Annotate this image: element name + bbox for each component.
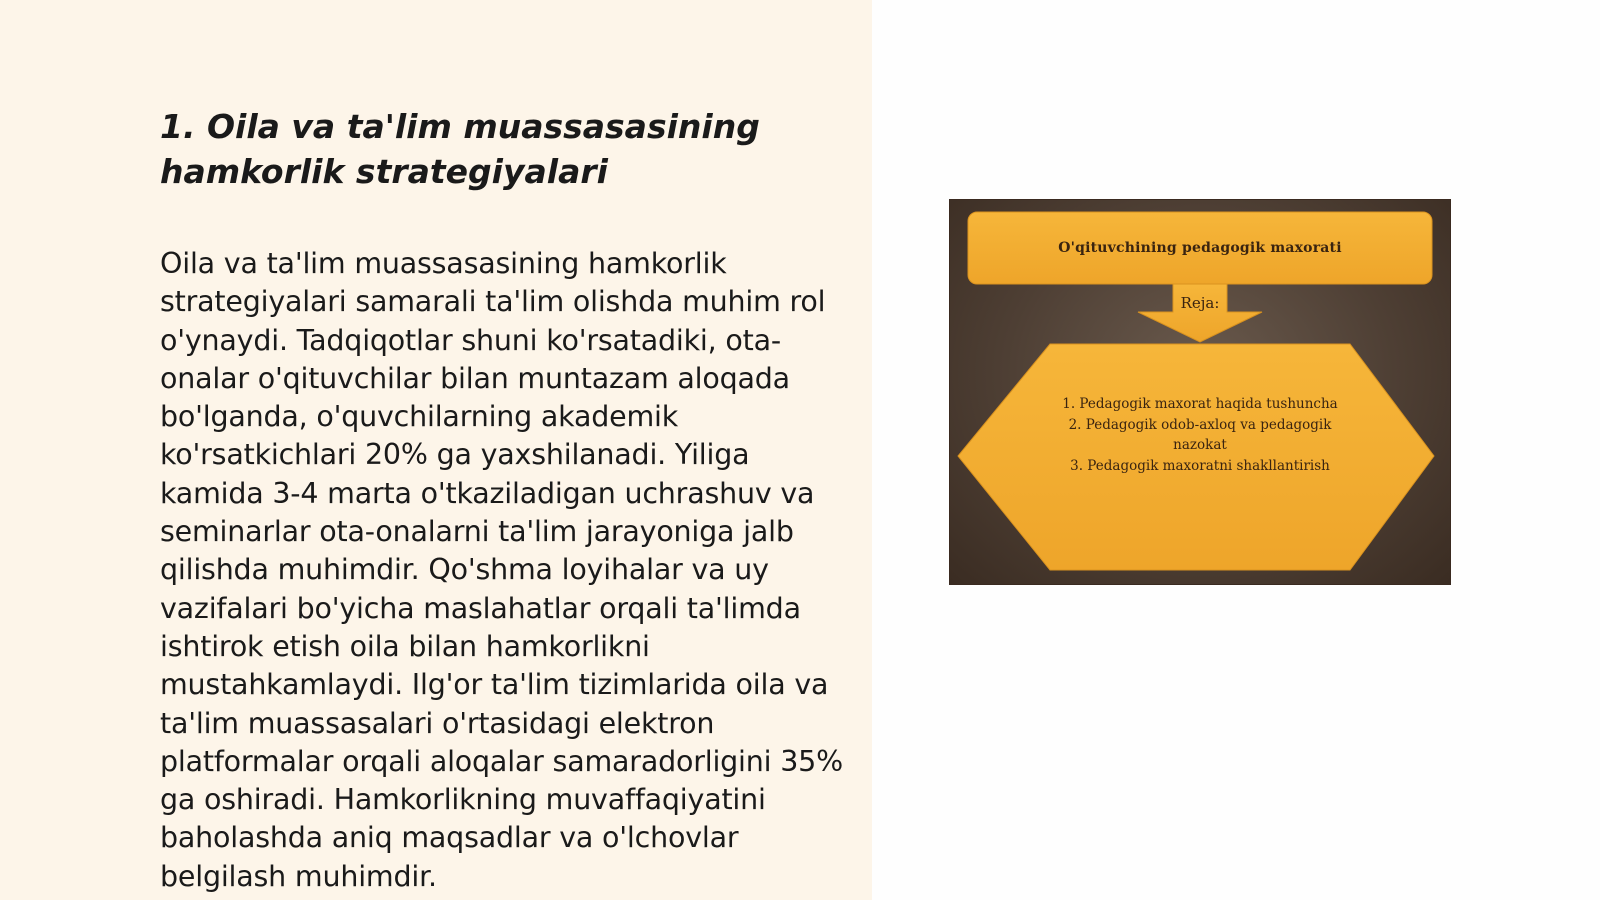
slide-title: 1. Oila va ta'lim muassasasining hamkorlik strategiyalari bbox=[160, 107, 760, 191]
diagram-arrow-label: Reja: bbox=[1180, 294, 1220, 312]
diagram-header-text: O'qituvchining pedagogik maxorati bbox=[1058, 240, 1342, 256]
plan-item: 2. Pedagogik odob-axloq va pedagogik nazokat bbox=[1068, 416, 1332, 453]
diagram-image bbox=[950, 200, 1450, 584]
plan-item: 1. Pedagogik maxorat haqida tushuncha bbox=[1062, 396, 1338, 412]
slide-body-text: Oila va ta'lim muassasasining hamkorlik strategiyalari samarali ta'lim olishda muhim rol o'ynaydi. Tadqiqotlar shuni ko'rsatadiki, ota-onalar o'qituvchilar bilan muntazam aloqada bo'lganda, o'quvchilarning akademik ko'rsatkichlari 20% ga yaxshilanadi. Yiliga kamida 3-4 marta o'tkaziladigan uchrashuv va seminarlar ota-onalarni ta'lim jarayoniga jalb qilishda muhimdir. Qo'shma loyihalar va uy vazifalari bo'yicha maslahatlar orqali ta'limda ishtirok etish oila bilan hamkorlikni mustahkamlaydi. Ilg'or ta'lim tizimlarida oila va ta'lim muassasalari o'rtasidagi elektron platformalar orqali aloqalar samaradorligini 35% ga oshiradi. Hamkorlikning muvaffaqiyatini baholashda aniq maqsadlar va o'lchovlar belgilash muhimdir. bbox=[160, 247, 843, 893]
diagram-plan-list bbox=[1050, 394, 1350, 476]
plan-item: 3. Pedagogik maxoratni shakllantirish bbox=[1070, 457, 1330, 474]
